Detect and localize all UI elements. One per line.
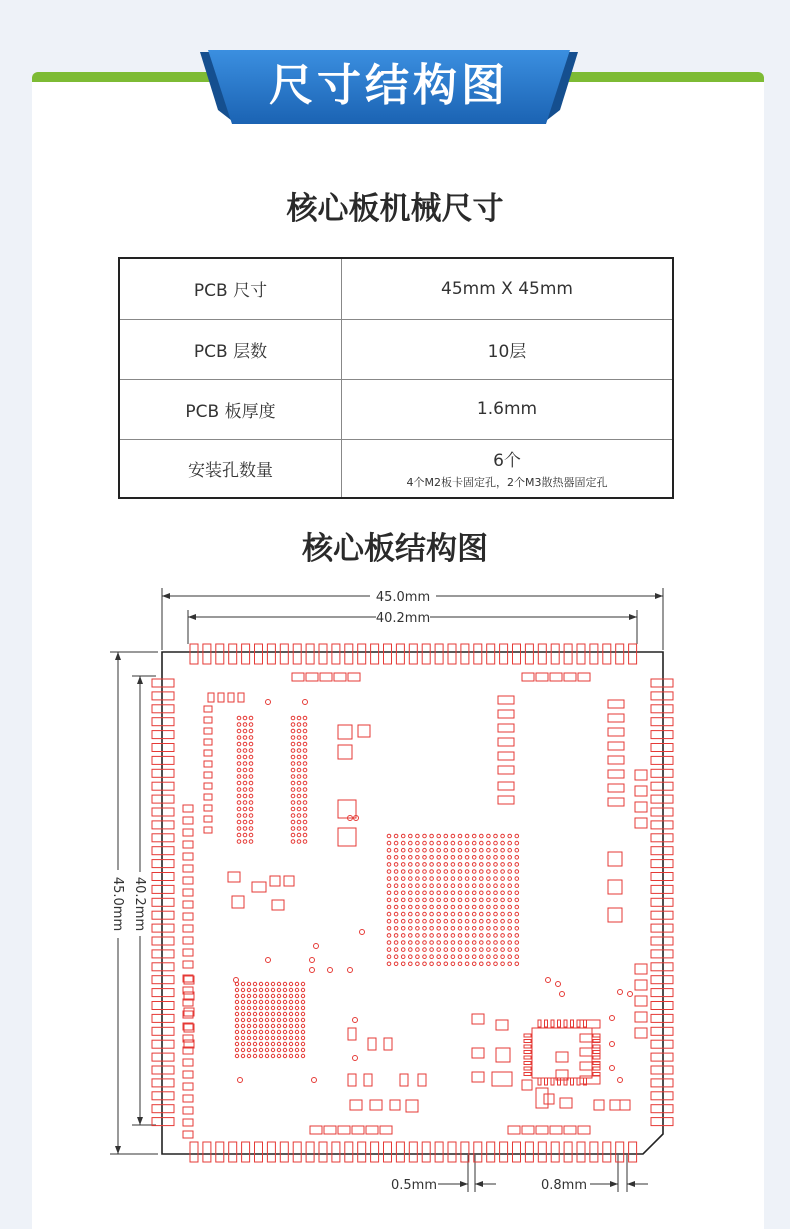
spec-note: 4个M2板卡固定孔，2个M3散热器固定孔 (406, 476, 608, 490)
spec-table (118, 257, 674, 499)
table-row (119, 439, 673, 498)
pcb-structure-drawing (100, 580, 680, 1195)
pcb-outline (162, 652, 663, 1154)
spec-value: 6个 (493, 451, 521, 472)
table-row (119, 319, 673, 379)
dim-height-outer: 45.0mm (110, 876, 125, 932)
title-banner (200, 46, 578, 126)
spec-value: 45mm X 45mm (342, 258, 674, 319)
spec-value-cell (342, 439, 674, 498)
spec-value: 10层 (342, 319, 674, 379)
dim-width-outer: 45.0mm (375, 590, 431, 605)
table-row (119, 258, 673, 319)
banner-title: 尺寸结构图 (269, 60, 509, 111)
table-row (119, 379, 673, 439)
dim-pitch-right: 0.8mm (540, 1178, 588, 1193)
spec-label: 安装孔数量 (119, 439, 342, 498)
spec-label: PCB 尺寸 (119, 258, 342, 319)
spec-label: PCB 板厚度 (119, 379, 342, 439)
section-title-dimensions: 核心板机械尺寸 (286, 191, 504, 227)
spec-value: 1.6mm (342, 379, 674, 439)
dim-width-inner: 40.2mm (375, 611, 431, 626)
dim-height-inner: 40.2mm (132, 876, 147, 932)
dim-pitch-left: 0.5mm (390, 1178, 438, 1193)
section-title-structure: 核心板结构图 (302, 531, 488, 567)
spec-label: PCB 层数 (119, 319, 342, 379)
